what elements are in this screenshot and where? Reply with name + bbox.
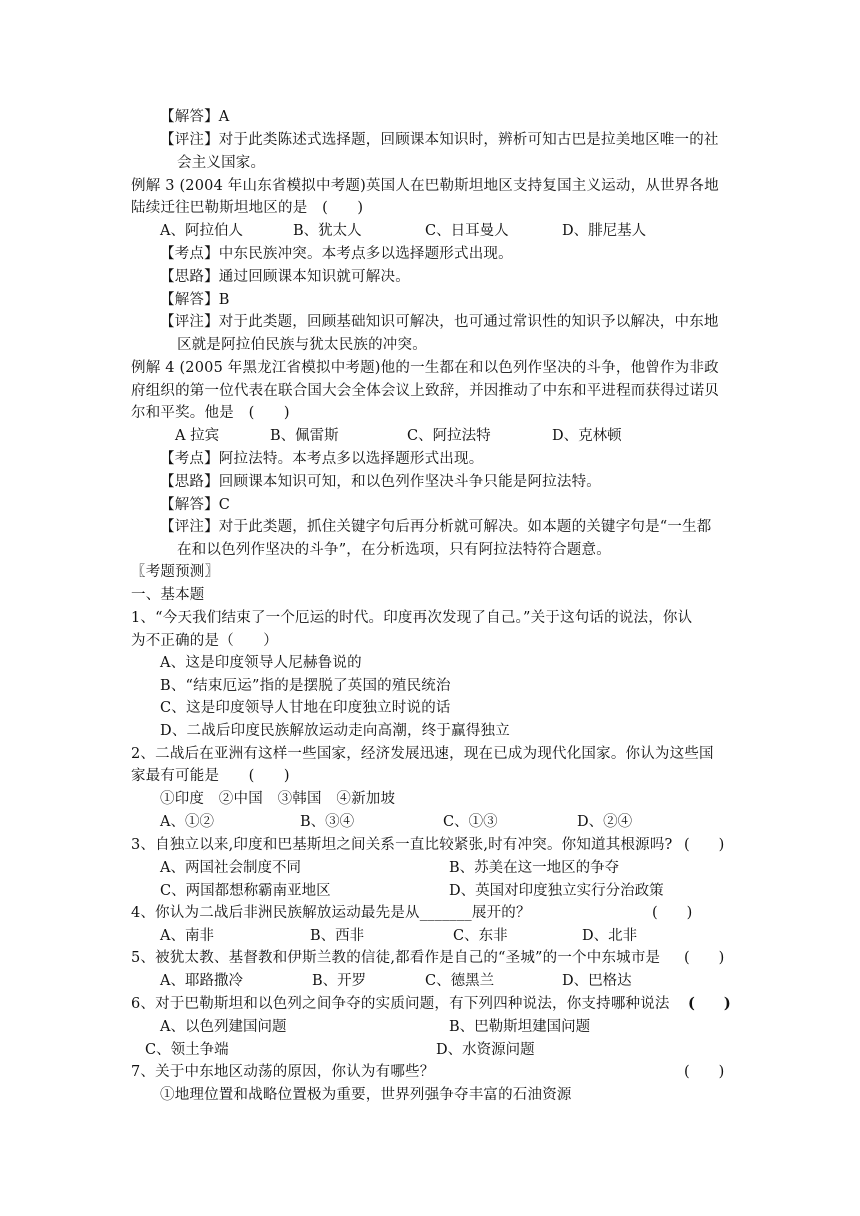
q5-option-d: D、巴格达 (562, 973, 632, 989)
q6-option-d: D、水资源问题 (436, 1042, 535, 1058)
ex3-idea: 【思路】通过回顾课本知识就可解决。 (160, 269, 410, 285)
ex4-stem-line3: 尔和平奖。他是 ( ) (131, 405, 290, 421)
ex4-option-d: D、克林顿 (552, 428, 622, 444)
ex4-stem-line1: 例解 4 (2005 年黑龙江省模拟中考题)他的一生都在和以色列作坚决的斗争，他曾作为非政 (131, 360, 719, 376)
q4-option-d: D、北非 (582, 928, 638, 944)
ex4-option-a: A 拉宾 (175, 428, 220, 444)
q6-option-b: B、巴勒斯坦建国问题 (449, 1019, 591, 1035)
ex4-answer: 【解答】C (160, 497, 231, 513)
ex4-point: 【考点】阿拉法特。本考点多以选择题形式出现。 (160, 451, 484, 467)
ex3-stem-line1: 例解 3 (2004 年山东省模拟中考题)英国人在巴勒斯坦地区支持复国主义运动，从世界各地 (131, 178, 719, 194)
q1-option-a: A、这是印度领导人尼赫鲁说的 (160, 655, 362, 671)
q5-option-c: C、德黑兰 (425, 973, 495, 989)
ex3-option-a: A、阿拉伯人 (160, 223, 243, 239)
forecast-heading: 〖考题预测〗 (131, 564, 220, 580)
q5-option-a: A、耶路撒冷 (160, 973, 243, 989)
ex4-stem-line2: 府组织的第一位代表在联合国大会全体会议上致辞，并因推动了中东和平进程而获得过诺贝 (131, 383, 719, 399)
ex2-comment-line2: 会主义国家。 (177, 155, 266, 171)
q4-option-b: B、西非 (310, 928, 365, 944)
ex4-idea: 【思路】回顾课本知识可知，和以色列作坚决斗争只能是阿拉法特。 (160, 474, 601, 490)
ex3-option-b: B、犹太人 (293, 223, 362, 239)
q6-option-a: A、以色列建国问题 (160, 1019, 287, 1035)
ex3-comment-line1: 【评注】对于此类题，回顾基础知识可解决，也可通过常识性的知识予以解决，中东地 (160, 314, 719, 330)
q5-option-b: B、开罗 (312, 973, 367, 989)
q2-option-c: C、①③ (443, 814, 498, 830)
ex4-comment-line2: 在和以色列作坚决的斗争”，在分析选项，只有阿拉法特符合题意。 (177, 542, 611, 558)
q4-option-a: A、南非 (160, 928, 214, 944)
q3-option-a: A、两国社会制度不同 (160, 860, 301, 876)
ex3-option-d: D、腓尼基人 (562, 223, 647, 239)
q1-stem-line1: 1、“今天我们结束了一个厄运的时代。印度再次发现了自己。”关于这句话的说法，你认 (131, 610, 693, 626)
section-heading: 一、基本题 (131, 587, 205, 603)
q3-option-c: C、两国都想称霸南亚地区 (160, 883, 331, 899)
ex3-comment-line2: 区就是阿拉伯民族与犹太民族的冲突。 (177, 337, 427, 353)
q3-option-d: D、英国对印度独立实行分治政策 (449, 883, 664, 899)
q4-stem: 4、你认为二战后非洲民族解放运动最先是从_______展开的？ (131, 905, 531, 921)
q2-option-d: D、②④ (577, 814, 633, 830)
q3-stem: 3、自独立以来,印度和巴基斯坦之间关系一直比较紧张,时有冲突。你知道其根源吗? (131, 837, 673, 853)
ex4-option-c: C、阿拉法特 (407, 428, 491, 444)
q4-option-c: C、东非 (453, 928, 508, 944)
ex3-stem-line2: 陆续迁往巴勒斯坦地区的是 ( ) (131, 200, 364, 216)
q4-answer-paren: ( ) (652, 905, 693, 921)
q5-stem: 5、被犹太教、基督教和伊斯兰教的信徒,都看作是自己的“圣城”的一个中东城市是 (131, 950, 661, 966)
q7-stem: 7、关于中东地区动荡的原因，你认为有哪些？ (131, 1064, 435, 1080)
q1-stem-line2: 为不正确的是（ ） (131, 633, 278, 649)
q6-option-c: C、领土争端 (145, 1042, 229, 1058)
ex2-comment-line1: 【评注】对于此类陈述式选择题，回顾课本知识时，辨析可知古巴是拉美地区唯一的社 (160, 132, 719, 148)
q3-answer-paren: ( ) (684, 837, 725, 853)
ex3-option-c: C、日耳曼人 (425, 223, 509, 239)
q2-option-a: A、①② (160, 814, 214, 830)
q2-stem-line2: 家最有可能是 ( ) (131, 768, 290, 784)
q2-option-b: B、③④ (300, 814, 355, 830)
ex2-answer: 【解答】A (160, 109, 230, 125)
ex3-point: 【考点】中东民族冲突。本考点多以选择题形式出现。 (160, 246, 513, 262)
q6-stem: 6、对于巴勒斯坦和以色列之间争夺的实质问题，有下列四种说法，你支持哪种说法 (131, 996, 670, 1012)
q7-answer-paren: ( ) (684, 1064, 725, 1080)
q1-option-d: D、二战后印度民族解放运动走向高潮，终于赢得独立 (160, 723, 510, 739)
q7-item-1: ①地理位置和战略位置极为重要，世界列强争夺丰富的石油资源 (160, 1087, 572, 1103)
ex4-comment-line1: 【评注】对于此类题，抓住关键字句后再分析就可解决。如本题的关键字句是“一生都 (160, 519, 712, 535)
q6-answer-paren: ( ) (688, 995, 731, 1012)
q2-items: ①印度 ②中国 ③韩国 ④新加坡 (160, 791, 396, 807)
q1-option-c: C、这是印度领导人甘地在印度独立时说的话 (160, 700, 451, 716)
q3-option-b: B、苏美在这一地区的争夺 (449, 860, 620, 876)
ex3-answer: 【解答】B (160, 292, 230, 308)
q5-answer-paren: ( ) (684, 950, 725, 966)
q1-option-b: B、“结束厄运”指的是摆脱了英国的殖民统治 (160, 678, 451, 694)
q2-stem-line1: 2、二战后在亚洲有这样一些国家，经济发展迅速，现在已成为现代化国家。你认为这些国 (131, 746, 714, 762)
ex4-option-b: B、佩雷斯 (270, 428, 339, 444)
